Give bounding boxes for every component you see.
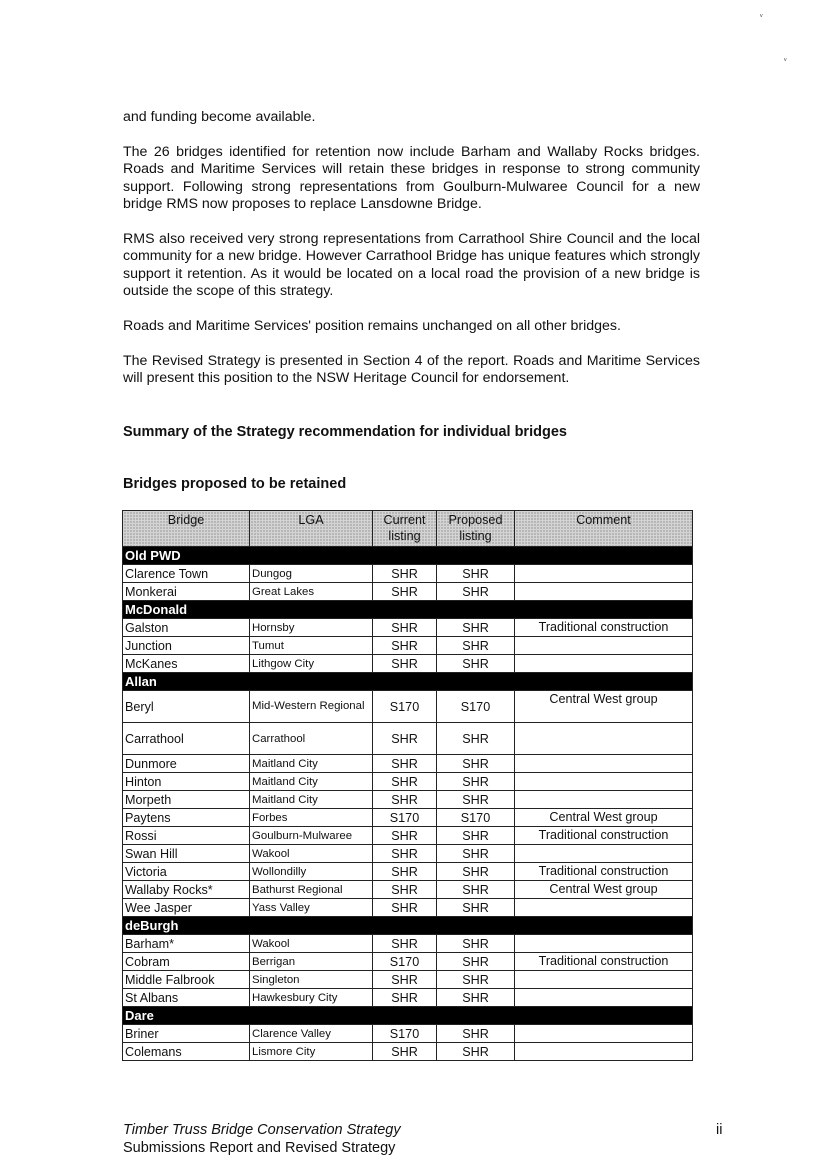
current-listing-cell: SHR bbox=[373, 637, 437, 655]
group-name: McDonald bbox=[123, 601, 693, 619]
table-row bbox=[123, 655, 693, 673]
bridge-cell: Paytens bbox=[123, 809, 250, 827]
proposed-listing-cell: SHR bbox=[437, 1025, 515, 1043]
table-row bbox=[123, 691, 693, 723]
paragraph-unchanged: Roads and Maritime Services' position remains unchanged on all other bridges. bbox=[123, 318, 621, 334]
proposed-listing-cell: SHR bbox=[437, 899, 515, 917]
comment-cell bbox=[515, 755, 693, 773]
bridge-cell: Clarence Town bbox=[123, 565, 250, 583]
retained-heading: Bridges proposed to be retained bbox=[123, 476, 347, 492]
lga-cell: Maitland City bbox=[250, 791, 373, 809]
lga-cell: Berrigan bbox=[250, 953, 373, 971]
current-listing-cell: SHR bbox=[373, 565, 437, 583]
current-listing-cell: SHR bbox=[373, 791, 437, 809]
bridge-cell: St Albans bbox=[123, 989, 250, 1007]
table-row bbox=[123, 1043, 693, 1061]
proposed-listing-cell: SHR bbox=[437, 971, 515, 989]
table-row bbox=[123, 899, 693, 917]
footer-title: Timber Truss Bridge Conservation Strategy bbox=[123, 1122, 401, 1138]
lga-cell: Mid-Western Regional bbox=[250, 691, 373, 723]
table-row bbox=[123, 773, 693, 791]
group-name: deBurgh bbox=[123, 917, 693, 935]
scan-mark: ᵛ bbox=[784, 56, 787, 65]
current-listing-cell: SHR bbox=[373, 755, 437, 773]
table-row bbox=[123, 755, 693, 773]
group-name: Old PWD bbox=[123, 547, 693, 565]
lga-cell: Wakool bbox=[250, 845, 373, 863]
proposed-listing-cell: SHR bbox=[437, 881, 515, 899]
comment-cell: Traditional construction bbox=[515, 863, 693, 881]
proposed-listing-cell: SHR bbox=[437, 619, 515, 637]
proposed-listing-cell: SHR bbox=[437, 863, 515, 881]
current-listing-cell: S170 bbox=[373, 691, 437, 723]
lga-cell: Clarence Valley bbox=[250, 1025, 373, 1043]
bridge-cell: Hinton bbox=[123, 773, 250, 791]
comment-cell bbox=[515, 971, 693, 989]
current-listing-cell: S170 bbox=[373, 809, 437, 827]
comment-cell bbox=[515, 637, 693, 655]
proposed-listing-cell: SHR bbox=[437, 845, 515, 863]
bridge-cell: Briner bbox=[123, 1025, 250, 1043]
current-listing-cell: SHR bbox=[373, 971, 437, 989]
current-listing-cell: S170 bbox=[373, 1025, 437, 1043]
bridge-cell: Monkerai bbox=[123, 583, 250, 601]
proposed-listing-cell: SHR bbox=[437, 723, 515, 755]
comment-cell bbox=[515, 655, 693, 673]
bridge-cell: Rossi bbox=[123, 827, 250, 845]
bridge-cell: Cobram bbox=[123, 953, 250, 971]
comment-cell bbox=[515, 791, 693, 809]
table-row bbox=[123, 827, 693, 845]
comment-cell bbox=[515, 899, 693, 917]
proposed-listing-cell: SHR bbox=[437, 655, 515, 673]
comment-cell: Central West group bbox=[515, 691, 693, 723]
proposed-listing-cell: SHR bbox=[437, 935, 515, 953]
comment-cell bbox=[515, 1043, 693, 1061]
table-body bbox=[123, 547, 693, 1061]
proposed-listing-cell: SHR bbox=[437, 565, 515, 583]
comment-cell: Traditional construction bbox=[515, 827, 693, 845]
header-lga: LGA bbox=[250, 511, 373, 547]
lga-cell: Hawkesbury City bbox=[250, 989, 373, 1007]
bridge-cell: Wee Jasper bbox=[123, 899, 250, 917]
bridge-cell: Dunmore bbox=[123, 755, 250, 773]
bridge-cell: Swan Hill bbox=[123, 845, 250, 863]
proposed-listing-cell: SHR bbox=[437, 989, 515, 1007]
table-row bbox=[123, 809, 693, 827]
current-listing-cell: SHR bbox=[373, 773, 437, 791]
summary-heading: Summary of the Strategy recommendation for individual bridges bbox=[123, 424, 567, 440]
comment-cell: Traditional construction bbox=[515, 619, 693, 637]
table-header-row bbox=[123, 511, 693, 547]
group-row bbox=[123, 917, 693, 935]
comment-cell bbox=[515, 935, 693, 953]
current-listing-cell: SHR bbox=[373, 619, 437, 637]
lga-cell: Bathurst Regional bbox=[250, 881, 373, 899]
comment-cell bbox=[515, 723, 693, 755]
table-row bbox=[123, 723, 693, 755]
bridge-cell: Junction bbox=[123, 637, 250, 655]
current-listing-cell: SHR bbox=[373, 655, 437, 673]
lga-cell: Maitland City bbox=[250, 755, 373, 773]
proposed-listing-cell: SHR bbox=[437, 583, 515, 601]
lga-cell: Forbes bbox=[250, 809, 373, 827]
comment-cell: Traditional construction bbox=[515, 953, 693, 971]
comment-cell: Central West group bbox=[515, 881, 693, 899]
lga-cell: Great Lakes bbox=[250, 583, 373, 601]
page-number: ii bbox=[716, 1122, 723, 1138]
scan-mark: ᵛ bbox=[760, 12, 763, 21]
table-row bbox=[123, 565, 693, 583]
table-row bbox=[123, 791, 693, 809]
comment-cell bbox=[515, 565, 693, 583]
lga-cell: Goulburn-Mulwaree bbox=[250, 827, 373, 845]
table-row bbox=[123, 1025, 693, 1043]
bridge-cell: Morpeth bbox=[123, 791, 250, 809]
proposed-listing-cell: SHR bbox=[437, 1043, 515, 1061]
table-row bbox=[123, 881, 693, 899]
group-name: Dare bbox=[123, 1007, 693, 1025]
comment-cell bbox=[515, 773, 693, 791]
current-listing-cell: SHR bbox=[373, 1043, 437, 1061]
current-listing-cell: SHR bbox=[373, 827, 437, 845]
group-name: Allan bbox=[123, 673, 693, 691]
comment-cell bbox=[515, 845, 693, 863]
table-row bbox=[123, 637, 693, 655]
current-listing-cell: SHR bbox=[373, 863, 437, 881]
lga-cell: Hornsby bbox=[250, 619, 373, 637]
proposed-listing-cell: SHR bbox=[437, 773, 515, 791]
current-listing-cell: SHR bbox=[373, 935, 437, 953]
proposed-listing-cell: SHR bbox=[437, 755, 515, 773]
group-row bbox=[123, 601, 693, 619]
current-listing-cell: SHR bbox=[373, 845, 437, 863]
table-row bbox=[123, 989, 693, 1007]
lga-cell: Wakool bbox=[250, 935, 373, 953]
proposed-listing-cell: S170 bbox=[437, 809, 515, 827]
proposed-listing-cell: S170 bbox=[437, 691, 515, 723]
lga-cell: Tumut bbox=[250, 637, 373, 655]
proposed-listing-cell: SHR bbox=[437, 827, 515, 845]
lga-cell: Lithgow City bbox=[250, 655, 373, 673]
header-proposed-listing: Proposed listing bbox=[437, 511, 515, 547]
comment-cell bbox=[515, 1025, 693, 1043]
group-row bbox=[123, 1007, 693, 1025]
paragraph-retention: The 26 bridges identified for retention now include Barham and Wallaby Rocks bridges. Roads and Maritime Services will retain these bridges in response to strong community support. Following strong representations from Goulburn-Mulwaree Council for a new bridge RMS now proposes to replace Lansdowne Bridge. bbox=[123, 144, 700, 213]
proposed-listing-cell: SHR bbox=[437, 637, 515, 655]
lga-cell: Maitland City bbox=[250, 773, 373, 791]
lga-cell: Carrathool bbox=[250, 723, 373, 755]
table-row bbox=[123, 953, 693, 971]
header-comment: Comment bbox=[515, 511, 693, 547]
bridge-cell: Barham* bbox=[123, 935, 250, 953]
paragraph-carrathool: RMS also received very strong representations from Carrathool Shire Council and the local community for a new bridge. However Carrathool Bridge has unique features which strongly support it retention. As it would be located on a local road the provision of a new bridge is outside the scope of this strategy. bbox=[123, 231, 700, 300]
lga-cell: Dungog bbox=[250, 565, 373, 583]
group-row bbox=[123, 673, 693, 691]
current-listing-cell: SHR bbox=[373, 899, 437, 917]
lga-cell: Singleton bbox=[250, 971, 373, 989]
comment-cell bbox=[515, 989, 693, 1007]
paragraph-revised-strategy: The Revised Strategy is presented in Section 4 of the report. Roads and Maritime Services will present this position to the NSW Heritage Council for endorsement. bbox=[123, 353, 700, 387]
bridge-cell: Middle Falbrook bbox=[123, 971, 250, 989]
lga-cell: Lismore City bbox=[250, 1043, 373, 1061]
footer-subtitle: Submissions Report and Revised Strategy bbox=[123, 1140, 396, 1156]
current-listing-cell: SHR bbox=[373, 583, 437, 601]
bridge-cell: Colemans bbox=[123, 1043, 250, 1061]
current-listing-cell: S170 bbox=[373, 953, 437, 971]
table-row bbox=[123, 971, 693, 989]
bridge-cell: Carrathool bbox=[123, 723, 250, 755]
current-listing-cell: SHR bbox=[373, 881, 437, 899]
bridge-cell: Galston bbox=[123, 619, 250, 637]
lga-cell: Wollondilly bbox=[250, 863, 373, 881]
proposed-listing-cell: SHR bbox=[437, 953, 515, 971]
group-row bbox=[123, 547, 693, 565]
current-listing-cell: SHR bbox=[373, 723, 437, 755]
bridge-cell: McKanes bbox=[123, 655, 250, 673]
bridge-cell: Wallaby Rocks* bbox=[123, 881, 250, 899]
table-row bbox=[123, 935, 693, 953]
table-row bbox=[123, 583, 693, 601]
proposed-listing-cell: SHR bbox=[437, 791, 515, 809]
lga-cell: Yass Valley bbox=[250, 899, 373, 917]
table-row bbox=[123, 845, 693, 863]
bridge-cell: Beryl bbox=[123, 691, 250, 723]
bridges-table bbox=[122, 510, 693, 1061]
table-row bbox=[123, 619, 693, 637]
comment-cell bbox=[515, 583, 693, 601]
bridge-cell: Victoria bbox=[123, 863, 250, 881]
current-listing-cell: SHR bbox=[373, 989, 437, 1007]
header-bridge: Bridge bbox=[123, 511, 250, 547]
comment-cell: Central West group bbox=[515, 809, 693, 827]
table-row bbox=[123, 863, 693, 881]
paragraph-continuation: and funding become available. bbox=[123, 109, 316, 125]
header-current-listing: Current listing bbox=[373, 511, 437, 547]
